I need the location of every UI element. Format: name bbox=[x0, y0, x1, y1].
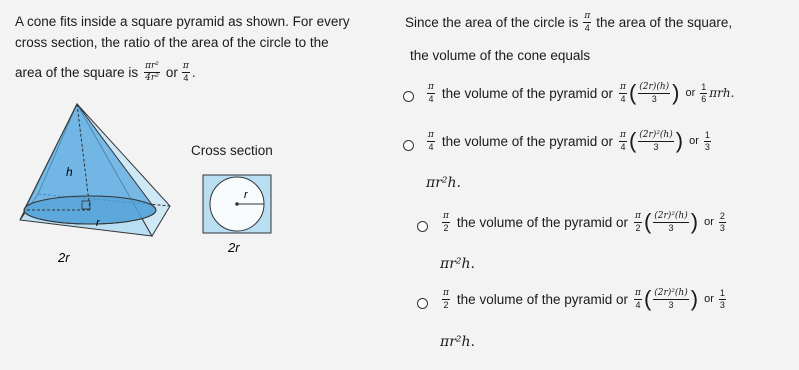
option-4-radio[interactable] bbox=[417, 298, 428, 309]
problem-line-1: A cone fits inside a square pyramid as shown. For every bbox=[15, 14, 350, 29]
period-text: . bbox=[191, 65, 196, 80]
option-2-lead-den: 4 bbox=[428, 141, 434, 152]
or-text: or bbox=[165, 65, 178, 80]
option-1-coef-den: 4 bbox=[620, 93, 626, 104]
option-1-coef-num: π bbox=[620, 81, 626, 92]
problem-line-2: cross section, the ratio of the area of the circle to the bbox=[15, 35, 329, 50]
option-3-res-den: 3 bbox=[719, 222, 725, 233]
option-2-result: πr²h. bbox=[426, 175, 461, 191]
cone-pyramid-figure bbox=[2, 98, 177, 270]
option-4-lead-num: π bbox=[443, 287, 449, 298]
option-3-result-fraction bbox=[719, 212, 726, 233]
option-3-inner-num: (2r)²(h) bbox=[654, 210, 688, 221]
option-1-result: πrh. bbox=[709, 86, 735, 100]
option-3-inner-den: 3 bbox=[668, 222, 674, 233]
option-3-lead-den: 2 bbox=[443, 222, 449, 233]
problem-line-3 bbox=[15, 62, 196, 83]
option-3-coef-num: π bbox=[635, 210, 641, 221]
option-1-lead-num: π bbox=[428, 81, 434, 92]
option-1-coef-fraction bbox=[619, 83, 627, 104]
option-4-close-paren: ) bbox=[690, 286, 699, 311]
option-1-open-paren: ( bbox=[628, 80, 637, 105]
option-1-or: or bbox=[685, 87, 696, 99]
problem-line-3-prefix: area of the square is bbox=[15, 65, 139, 80]
option-4-text: the volume of the pyramid or bbox=[456, 291, 629, 307]
option-2-coef-den: 4 bbox=[620, 141, 626, 152]
option-4-lead-fraction bbox=[442, 289, 450, 310]
option-2-inner-fraction bbox=[638, 131, 673, 152]
option-4-coef-num: π bbox=[635, 287, 641, 298]
ratio-numerator: πr² bbox=[145, 61, 159, 71]
solution-line-1-suffix: the area of the square, bbox=[596, 15, 733, 30]
option-2-lead-num: π bbox=[428, 129, 434, 140]
h-label: h bbox=[66, 165, 73, 179]
solution-line-1-prefix: Since the area of the circle is bbox=[405, 15, 579, 30]
option-4-open-paren: ( bbox=[643, 286, 652, 311]
option-3-close-paren: ) bbox=[690, 209, 699, 234]
option-4-coef-den: 4 bbox=[635, 299, 641, 310]
square-side-label: 2r bbox=[228, 240, 240, 255]
option-1[interactable] bbox=[425, 82, 734, 104]
option-3-or: or bbox=[704, 216, 714, 228]
ratio2-fraction bbox=[182, 62, 190, 83]
option-4[interactable] bbox=[440, 288, 728, 310]
option-2-text: the volume of the pyramid or bbox=[441, 133, 614, 149]
option-2-coef-fraction bbox=[619, 131, 627, 152]
option-1-lead-fraction bbox=[427, 83, 435, 104]
option-3-inner-fraction bbox=[653, 212, 688, 233]
option-4-inner-fraction bbox=[653, 289, 688, 310]
option-3-lead-fraction bbox=[442, 212, 450, 233]
option-4-lead-den: 2 bbox=[443, 299, 449, 310]
ratio-denominator: 4r² bbox=[145, 73, 159, 83]
option-2[interactable] bbox=[425, 130, 713, 152]
r-label: r bbox=[96, 217, 100, 229]
option-1-inner-num: (2r)(h) bbox=[639, 81, 670, 92]
option-1-text: the volume of the pyramid or bbox=[441, 85, 614, 101]
ratio-fraction bbox=[144, 62, 160, 83]
option-3-result: πr²h. bbox=[440, 256, 475, 272]
option-3-coef-den: 2 bbox=[635, 222, 641, 233]
ratio2-denominator: 4 bbox=[183, 73, 189, 83]
option-2-inner-den: 3 bbox=[653, 141, 659, 152]
cross-section-figure bbox=[200, 172, 280, 262]
option-1-inner-den: 3 bbox=[651, 93, 657, 104]
option-3-open-paren: ( bbox=[643, 209, 652, 234]
solution-line-2: the volume of the cone equals bbox=[410, 48, 591, 63]
option-1-close-paren: ) bbox=[672, 80, 680, 105]
option-2-coef-num: π bbox=[620, 129, 626, 140]
option-2-open-paren: ( bbox=[628, 128, 637, 153]
option-2-result-fraction bbox=[704, 131, 711, 152]
option-1-radio[interactable] bbox=[403, 91, 414, 102]
solution-line-1 bbox=[405, 12, 732, 33]
option-4-result-fraction bbox=[719, 289, 726, 310]
option-4-res-num: 1 bbox=[719, 287, 725, 298]
option-3-res-num: 2 bbox=[719, 210, 725, 221]
option-4-inner-num: (2r)²(h) bbox=[654, 287, 688, 298]
option-1-res-num: 1 bbox=[701, 81, 707, 92]
ratio2-numerator: π bbox=[182, 61, 189, 71]
option-2-radio[interactable] bbox=[403, 140, 414, 151]
option-2-res-den: 3 bbox=[704, 141, 710, 152]
option-4-or: or bbox=[704, 293, 714, 305]
option-3-radio[interactable] bbox=[417, 221, 428, 232]
option-3-text: the volume of the pyramid or bbox=[456, 214, 629, 230]
option-3-lead-num: π bbox=[443, 210, 449, 221]
option-4-inner-den: 3 bbox=[668, 299, 674, 310]
cross-section-label: Cross section bbox=[191, 143, 273, 158]
option-4-result: πr²h. bbox=[440, 334, 475, 350]
option-1-res-den: 6 bbox=[701, 93, 707, 104]
option-1-inner-fraction bbox=[638, 83, 670, 104]
option-1-lead-den: 4 bbox=[428, 93, 434, 104]
base-label: 2r bbox=[58, 250, 70, 265]
option-4-coef-fraction bbox=[634, 289, 642, 310]
circle-r-label: r bbox=[244, 189, 248, 201]
option-2-inner-num: (2r)²(h) bbox=[639, 129, 673, 140]
solution-fraction-denominator: 4 bbox=[584, 23, 590, 33]
circle-center-dot bbox=[235, 202, 239, 206]
solution-fraction bbox=[583, 12, 591, 33]
solution-fraction-numerator: π bbox=[584, 11, 591, 21]
option-3-coef-fraction bbox=[634, 212, 642, 233]
option-4-res-den: 3 bbox=[719, 299, 725, 310]
option-2-res-num: 1 bbox=[704, 129, 710, 140]
option-2-lead-fraction bbox=[427, 131, 435, 152]
option-2-close-paren: ) bbox=[675, 128, 684, 153]
option-3[interactable] bbox=[440, 211, 728, 233]
option-1-result-fraction bbox=[700, 83, 707, 104]
option-2-or: or bbox=[689, 135, 699, 147]
